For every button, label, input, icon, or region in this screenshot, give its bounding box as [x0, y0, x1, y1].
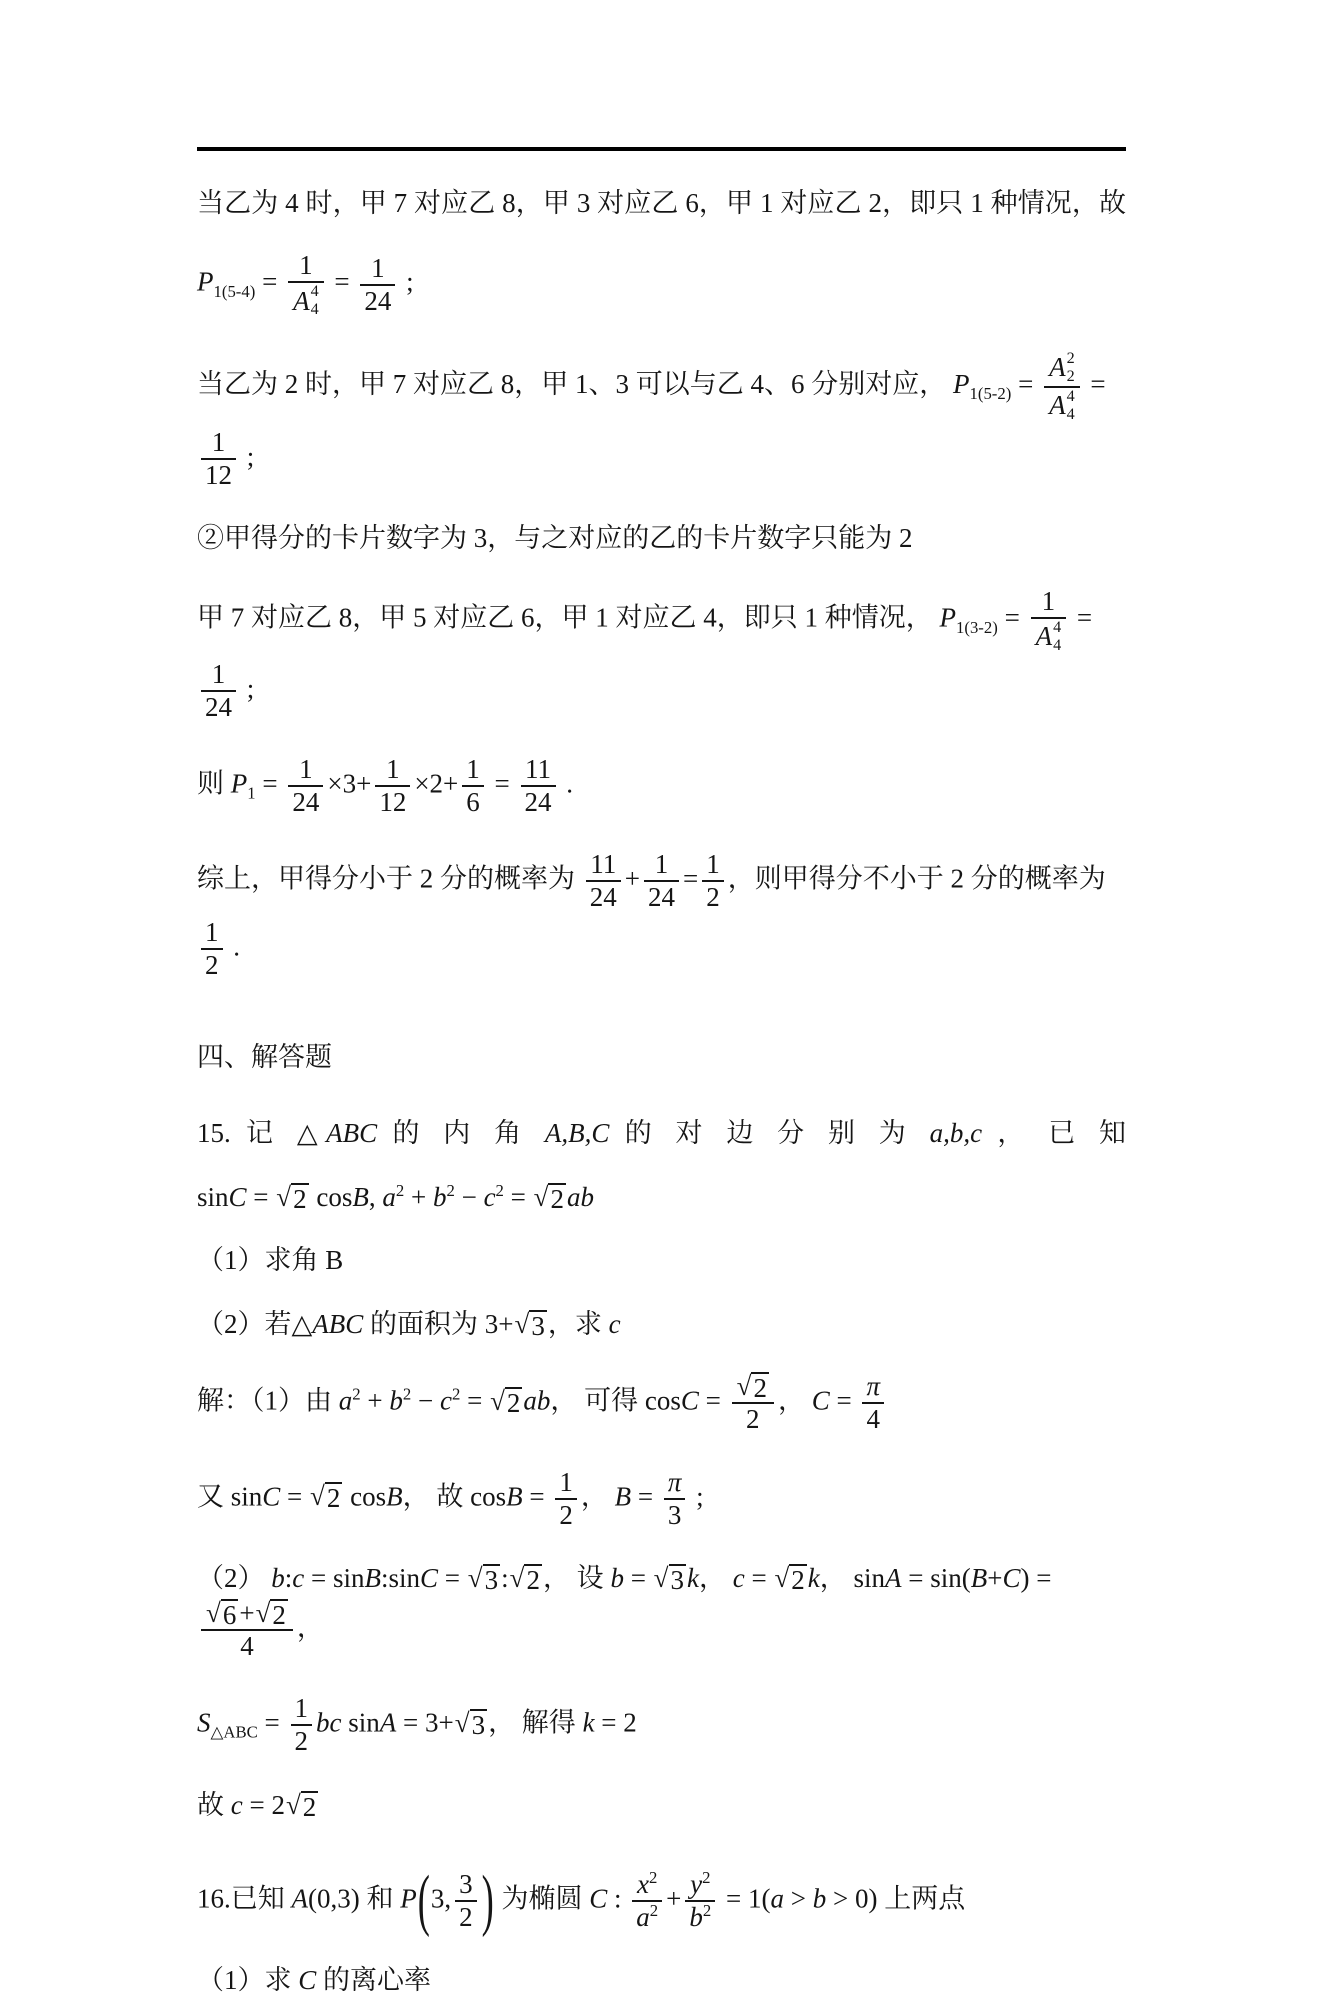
fraction-numerator: 1 [644, 849, 679, 882]
math-variable: k [687, 1562, 699, 1593]
superscript: 2 [451, 1384, 461, 1404]
fraction-denominator: 12 [379, 786, 407, 817]
line-conclusion: 综上，甲得分小于 2 分的概率为 $\frac{11}{24}$ + $\frac{1}{24}$ = $\frac{1}{2}$ ，则甲得分不小于 2 分的概率为 $\frac{1}{2}$ . [197, 848, 1106, 980]
math-variable: a [770, 1883, 784, 1914]
superscript: 2 [352, 1384, 361, 1404]
math-variable: C [420, 1562, 439, 1593]
math-variable: C [298, 1965, 317, 1996]
math-variable: A [293, 285, 310, 316]
math-variable: b [610, 1562, 624, 1593]
formula-p1-5-4: $P_{1(5-4)}$ = 1 A 4 4 = $\frac{1}{24}$ ; [197, 250, 414, 319]
math-square-root [515, 1310, 547, 1340]
superscript: 2 [395, 1180, 405, 1200]
subscript: 1(3-2) [956, 617, 998, 637]
fraction-numerator: 1 [375, 754, 410, 787]
fraction-denominator: 4 [866, 1404, 880, 1435]
subscript: △ABC [210, 1723, 258, 1743]
math-variable: S [197, 1707, 211, 1738]
fraction-numerator [862, 1371, 884, 1404]
math-square-root [276, 1183, 308, 1213]
superscript: 2 [649, 1901, 659, 1921]
subsup-stack [1067, 350, 1075, 386]
math-variable: C [1002, 1562, 1021, 1593]
math-fraction [1044, 350, 1080, 423]
math-square-root [774, 1564, 806, 1594]
fraction-denominator [685, 1902, 715, 1933]
math-variable: a [338, 1385, 353, 1416]
math-variable: ab [523, 1385, 551, 1416]
problem-15: 15. 记 △ABC 的 内 角 A,B,C 的 对 边 分 别 为 a,b,c ， 已 知 [197, 1118, 1127, 1149]
radical-sign-icon: √ [514, 1308, 530, 1339]
radical-sign-icon: √ [533, 1181, 549, 1212]
fraction-numerator: 1 [201, 917, 223, 950]
math-fraction [201, 659, 236, 723]
math-square-root [256, 1599, 288, 1629]
math-fraction [201, 917, 223, 981]
fraction-numerator [1044, 350, 1080, 388]
radical-sign-icon: √ [736, 1371, 752, 1402]
superscript: 2 [702, 1867, 711, 1887]
math-square-root [206, 1599, 238, 1629]
math-variable: B [506, 1480, 523, 1511]
fraction-denominator: 2 [559, 1499, 573, 1530]
problem-16: 16.已知 A(0,3) 和 P(3, $\frac{3}{2}$ ) 为椭圆 C : $\frac{x^2}{a^2}$ + $\frac{y^2}{b^2}$ = 1(a > b > 0) 上两点 [197, 1867, 1126, 1935]
math-square-root [468, 1564, 500, 1594]
math-fraction [664, 1467, 686, 1531]
math-base-subsup [1036, 619, 1062, 655]
math-variable: bc [316, 1707, 342, 1738]
fraction-numerator: 1 [555, 1467, 577, 1500]
superscript: 2 [446, 1180, 455, 1200]
fraction-denominator: 4 [240, 1631, 254, 1662]
math-variable: ABC [326, 1118, 378, 1149]
fraction-numerator [664, 1467, 686, 1500]
radicand: 2 [293, 1183, 307, 1214]
fraction-numerator: 1 [201, 659, 236, 692]
problem-15-q1: （1）求角 B [197, 1245, 344, 1276]
math-variable: P [230, 767, 248, 798]
fraction-denominator: 2 [706, 881, 720, 912]
math-variable: B [364, 1562, 381, 1593]
math-fraction [632, 1869, 662, 1933]
superscript: 4 [1053, 617, 1062, 636]
fraction-numerator: 11 [586, 849, 621, 882]
math-fraction [1031, 586, 1067, 655]
math-base-subsup [1049, 388, 1075, 424]
math-variable: c [292, 1562, 305, 1593]
fraction-numerator: 1 [201, 427, 236, 460]
math-variable: b [389, 1385, 403, 1416]
fraction-numerator [632, 1869, 662, 1902]
solution-15-part1: 解：（1）由 $a^2 + b^2 - c^2$ = √ 2 ab， 可得 cosC = √ 2 2 ， C = $\frac{\pi}{4}$ [197, 1369, 1126, 1437]
math-fraction [555, 1467, 577, 1531]
math-variable: k [807, 1562, 820, 1593]
math-square-root [654, 1564, 686, 1594]
math-base-subsup [1049, 350, 1075, 386]
radicand: 2 [526, 1564, 540, 1595]
math-square-root [737, 1372, 769, 1402]
math-variable: C [811, 1385, 830, 1416]
math-fraction [455, 1869, 477, 1933]
subscript: 4 [1053, 635, 1062, 654]
math-variable: A [1035, 621, 1053, 652]
math-variable: A [379, 1707, 397, 1738]
superscript: 2 [702, 1901, 712, 1921]
fraction-denominator [1044, 388, 1080, 424]
fraction-denominator [288, 283, 324, 319]
math-variable: a [382, 1181, 396, 1212]
fraction-denominator: 24 [364, 285, 392, 316]
math-fraction [288, 250, 324, 319]
solution-15-part2: （2） b:c = sinB:sinC = √ 3 : √ 2 ， 设 b = √ 3 k， c = √ 2 k， sinA = sin(B+C) = √ 6 + √ 2 4 ， [197, 1562, 1052, 1662]
math-fraction [291, 1693, 313, 1757]
fraction-denominator: 24 [524, 786, 552, 817]
fraction-numerator: √ 6 + √ 2 [201, 1598, 293, 1631]
line-case-yi-4: 当乙为 4 时，甲 7 对应乙 8，甲 3 对应乙 6，甲 1 对应乙 2，即只 1 种情况，故 [197, 188, 1126, 218]
fraction-denominator: 24 [589, 881, 617, 912]
radicand: 3 [484, 1564, 499, 1595]
math-fraction [685, 1869, 715, 1933]
math-fraction [732, 1371, 774, 1435]
math-variable: A [1049, 390, 1066, 421]
math-variable: A [1049, 352, 1066, 383]
superscript: 2 [649, 1867, 658, 1887]
math-fraction [360, 253, 395, 317]
fraction-numerator: 1 [288, 250, 324, 283]
math-fraction [702, 849, 724, 913]
fraction-denominator: 6 [466, 786, 480, 817]
math-fraction [521, 754, 556, 818]
radical-sign-icon: √ [774, 1562, 790, 1593]
fraction-numerator: 3 [455, 1869, 477, 1902]
radical-sign-icon: √ [206, 1598, 221, 1629]
math-fraction [201, 427, 236, 491]
fraction-numerator: 1 [462, 754, 484, 787]
math-variable: P [400, 1883, 417, 1914]
solution-15-area: $S_{\triangle ABC}$ = $\frac{1}{2}$ bc sinA = 3+ √ 3 ， 解得 k = 2 [197, 1693, 637, 1757]
fraction-denominator: 2 [294, 1726, 309, 1757]
fraction-denominator: 24 [647, 881, 675, 912]
radicand: 3 [531, 1310, 545, 1341]
problem-15-given: sinC = √ 2 cosB, $a^2 + b^2 - c^2$ = √ 2 ab [197, 1180, 594, 1214]
math-variable: P [953, 368, 970, 399]
radical-sign-icon: √ [276, 1181, 292, 1212]
math-variable: y [690, 1868, 703, 1899]
radicand: 2 [550, 1183, 564, 1214]
subscript: 1(5-4) [213, 282, 256, 302]
superscript: 4 [310, 282, 319, 301]
math-variable: ab [566, 1181, 594, 1212]
math-variable: B [970, 1562, 988, 1593]
fraction-denominator [632, 1902, 662, 1933]
math-variable: c [732, 1562, 745, 1593]
radical-sign-icon: √ [255, 1598, 271, 1629]
fraction-numerator: 11 [521, 754, 556, 787]
big-paren: ) [481, 1861, 494, 1938]
subscript: 2 [1066, 366, 1075, 385]
math-variable: A [885, 1562, 902, 1593]
solution-15-part1b: 又 sinC = √ 2 cosB， 故 cosB = $\frac{1}{2}$ ， B = $\frac{\pi}{3}$ ; [197, 1466, 704, 1530]
math-square-root [490, 1387, 522, 1417]
radical-sign-icon: √ [490, 1385, 505, 1416]
superscript: 2 [402, 1384, 412, 1404]
radical-sign-icon: √ [285, 1789, 301, 1820]
fraction-numerator [685, 1869, 715, 1902]
math-fraction [288, 754, 323, 818]
radical-sign-icon: √ [467, 1562, 483, 1593]
fraction-numerator: 1 [702, 849, 724, 882]
subscript: 1 [247, 783, 256, 803]
math-variable: b [812, 1883, 827, 1914]
fraction-numerator: 1 [360, 253, 395, 286]
problem-16-q1: （1）求 C 的离心率 [197, 1965, 432, 1996]
header-rule [197, 147, 1126, 151]
radical-sign-icon: √ [310, 1480, 325, 1511]
superscript: 2 [495, 1180, 504, 1200]
math-variable: P [197, 266, 214, 297]
subscript: 4 [1066, 404, 1075, 423]
radicand: 2 [272, 1600, 286, 1631]
radicand: 3 [670, 1564, 684, 1595]
radicand: 2 [302, 1791, 317, 1822]
math-variable: c [608, 1308, 621, 1339]
math-fraction [586, 849, 621, 913]
math-variable: b [432, 1181, 447, 1212]
math-fraction [644, 849, 679, 913]
math-square-root [310, 1482, 342, 1512]
document-body [197, 185, 1126, 1999]
radicand: 2 [506, 1387, 521, 1418]
math-variable: x [637, 1868, 650, 1899]
radicand: 2 [791, 1564, 805, 1595]
radical-sign-icon: √ [509, 1562, 525, 1593]
line-case-2: ②甲得分的卡片数字为 3，与之对应的乙的卡片数字只能为 2 [197, 523, 913, 554]
fraction-denominator: 24 [205, 691, 232, 722]
math-variable: ABC [312, 1308, 364, 1339]
math-variable: C [589, 1883, 608, 1914]
line-case-yi-2: 当乙为 2 时，甲 7 对应乙 8，甲 1、3 可以与乙 4、6 分别对应， $P_{1(5-2)}$ = A 2 2 A 4 4 = $\frac{1}{12}$ ; [197, 349, 1106, 491]
math-variable: C [262, 1480, 281, 1511]
math-square-root [286, 1791, 318, 1821]
line-case-3-2: 甲 7 对应乙 8，甲 5 对应乙 6，甲 1 对应乙 4，即只 1 种情况， $P_{1(3-2)}$ = 1 A 4 4 = $\frac{1}{24}$ ; [197, 585, 1093, 722]
formula-p1-total: 则 $P_1$ = $\frac{1}{24}$ ×3+ $\frac{1}{12}$ ×2+ $\frac{1}{6}$ = $\frac{11}{24}$ . [197, 753, 574, 817]
math-fraction [862, 1371, 884, 1435]
math-fraction [201, 1598, 293, 1662]
superscript: 2 [1066, 349, 1075, 368]
radicand: 3 [471, 1709, 486, 1740]
fraction-denominator: 2 [746, 1404, 760, 1435]
math-variable: π [667, 1466, 682, 1497]
math-variable: A,B,C [544, 1118, 610, 1149]
subsup-stack [1053, 619, 1061, 655]
math-variable: b [689, 1902, 703, 1933]
section-heading: 四、解答题 [197, 1041, 332, 1072]
fraction-numerator: 1 [1031, 586, 1067, 619]
math-variable: P [939, 602, 956, 633]
superscript: 4 [1066, 386, 1075, 405]
subsup-stack [1067, 388, 1075, 424]
math-square-root [534, 1183, 566, 1213]
math-variable: b [271, 1562, 285, 1593]
fraction-denominator [1031, 619, 1067, 655]
math-variable: C [680, 1385, 699, 1416]
math-square-root [510, 1564, 542, 1594]
math-variable: a [636, 1902, 650, 1933]
math-fraction [462, 754, 484, 818]
fraction-denominator: 12 [205, 460, 232, 491]
math-variable: A [291, 1883, 308, 1914]
radical-sign-icon: √ [653, 1562, 669, 1593]
solution-15-answer: 故 c = 2 √ 2 [197, 1789, 317, 1822]
problem-15-q2: （2）若△ABC 的面积为 3+ √ 3 ，求 c [197, 1308, 621, 1341]
math-variable: π [866, 1371, 880, 1402]
math-variable: B [352, 1181, 369, 1212]
math-variable: c [230, 1789, 243, 1820]
radicand: 2 [753, 1373, 767, 1404]
radicand: 6 [222, 1600, 237, 1631]
radical-sign-icon: √ [454, 1707, 470, 1738]
math-variable: c [483, 1181, 496, 1212]
fraction-numerator [732, 1371, 774, 1404]
fraction-numerator: 1 [291, 1693, 313, 1726]
fraction-denominator: 3 [667, 1499, 682, 1530]
math-square-root [455, 1709, 487, 1739]
radicand: 2 [326, 1482, 341, 1513]
math-fraction [375, 754, 410, 818]
fraction-denominator: 24 [292, 786, 320, 817]
fraction-numerator: 1 [288, 754, 323, 787]
math-variable: c [439, 1385, 452, 1416]
math-variable: C [228, 1181, 247, 1212]
subscript: 1(5-2) [969, 384, 1012, 404]
math-variable: B [386, 1480, 403, 1511]
fraction-denominator: 2 [459, 1902, 473, 1933]
math-variable: k [582, 1707, 595, 1738]
subsup-stack [311, 283, 319, 319]
big-paren: ( [417, 1861, 430, 1938]
subscript: 4 [310, 300, 319, 319]
math-variable: B [614, 1480, 632, 1511]
math-variable: a,b,c [929, 1118, 983, 1149]
math-base-subsup [293, 283, 319, 319]
fraction-denominator: 2 [205, 949, 219, 980]
